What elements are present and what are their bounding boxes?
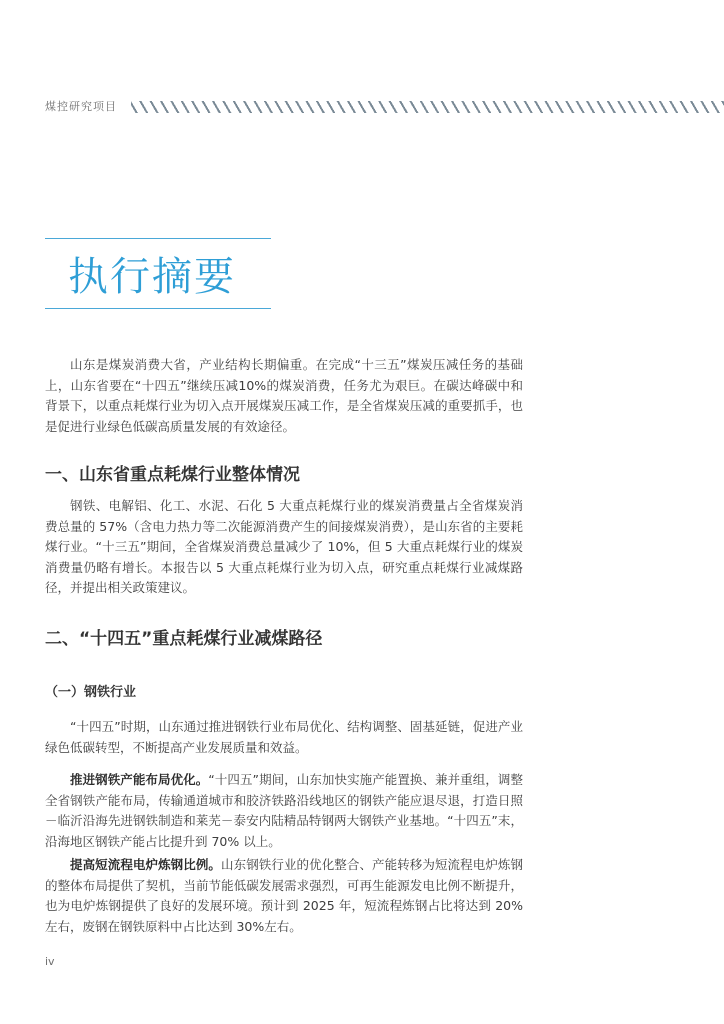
steel-eaf-lead: 提高短流程电炉炼钢比例。 xyxy=(70,857,222,872)
steel-intro-block xyxy=(45,717,523,770)
title-top-rule xyxy=(45,238,271,239)
steel-layout-body: “十四五”期间，山东加快实施产能置换、兼并重组，调整全省钢铁产能布局，传输通道城市和胶济铁路沿线地区的钢铁产能应退尽退，打造日照－临沂沿海先进钢铁制造和莱芜－泰安内陆精品特钢两大钢铁产业基地。“十四五”末，沿海地区钢铁产能占比提升到 70% 以上。 xyxy=(45,772,523,849)
section1-paragraph: 钢铁、电解铝、化工、水泥、石化 5 大重点耗煤行业的煤炭消费量占全省煤炭消费总量的 57%（含电力热力等二次能源消费产生的间接煤炭消费），是山东省的主要耗煤行业。“十三五”期间，全省煤炭消费总量减少了 10%，但 5 大重点耗煤行业的煤炭消费量仍略有增长。本报告以 5 大重点耗煤行业为切入点，研究重点耗煤行业减煤路径，并提出相关政策建议。 xyxy=(45,498,523,595)
steel-layout-paragraph xyxy=(45,770,523,852)
intro-paragraph: 山东是煤炭消费大省，产业结构长期偏重。在完成“十三五”煤炭压减任务的基础上，山东省要在“十四五”继续压减10%的煤炭消费，任务尤为艰巨。在碳达峰碳中和背景下，以重点耗煤行业为切入点开展煤炭压减工作，是全省煤炭压减的重要抓手，也是促进行业绿色低碳高质量发展的有效途径。 xyxy=(45,357,523,434)
page-title: 执行摘要 xyxy=(68,254,236,300)
running-header xyxy=(45,99,681,115)
steel-eaf-block xyxy=(45,855,523,949)
section2-heading: 二、“十四五”重点耗煤行业减煤路径 xyxy=(45,629,323,649)
page-number: iv xyxy=(45,955,55,968)
steel-eaf-body: 山东钢铁行业的优化整合、产能转移为短流程电炉炼钢的整体布局提供了契机，当前节能低碳发展需求强烈，可再生能源发电比例不断提升，也为电炉炼钢提供了良好的发展环境。预计到 2025 年，短流程炼钢占比将达到 20% 左右，废钢在钢铁原料中占比达到 30%左右。 xyxy=(45,857,523,934)
steel-intro-paragraph: “十四五”时期，山东通过推进钢铁行业布局优化、结构调整、固基延链，促进产业绿色低碳转型，不断提高产业发展质量和效益。 xyxy=(45,719,523,755)
steel-layout-lead: 推进钢铁产能布局优化。 xyxy=(70,772,209,787)
header-hatch-decoration xyxy=(131,101,724,113)
steel-layout-block xyxy=(45,770,523,864)
section1-block xyxy=(45,496,523,611)
intro-block xyxy=(45,355,523,449)
steel-eaf-paragraph xyxy=(45,855,523,937)
title-bottom-rule xyxy=(45,308,271,309)
section1-heading: 一、山东省重点耗煤行业整体情况 xyxy=(45,465,300,485)
header-label: 煤控研究项目 xyxy=(45,100,117,113)
subsection-heading-steel: （一）钢铁行业 xyxy=(45,685,137,700)
